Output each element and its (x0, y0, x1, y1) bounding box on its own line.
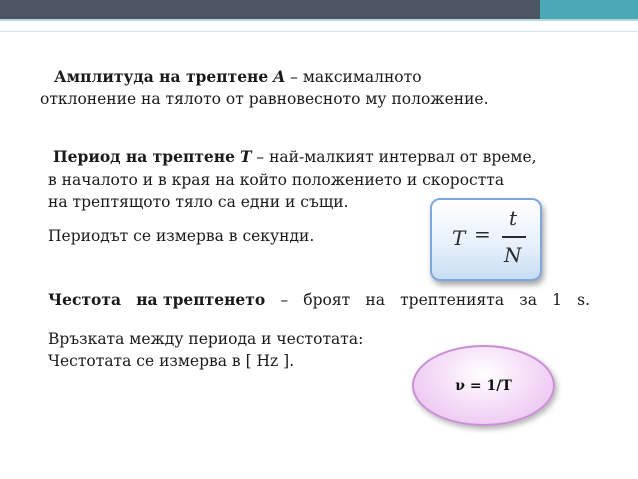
period-line-1 (53, 146, 537, 168)
frequency-term-word-2: на трептенето (136, 290, 266, 309)
header-divider-thin (0, 31, 638, 32)
frequency-word-7: за (519, 291, 537, 309)
frequency-formula-text: ν = 1/T (455, 377, 512, 394)
frequency-relation (48, 328, 363, 372)
formula-lhs: T (452, 226, 466, 250)
amplitude-symbol: A (273, 67, 286, 86)
period-line-2: в началото и в края на който положението и скоростта (48, 171, 505, 189)
frequency-definition (48, 289, 590, 311)
frequency-word-8: 1 (552, 291, 562, 309)
formula-fraction-bar (502, 236, 526, 238)
frequency-word-6: трептенията (400, 291, 505, 309)
period-unit-text: Периодът се измерва в секунди. (48, 227, 315, 245)
period-rest: – най-малкият интервал от време, (251, 148, 537, 166)
period-symbol: T (239, 147, 252, 166)
frequency-term-word-1: Честота (48, 290, 122, 309)
amplitude-line-1 (40, 66, 489, 88)
frequency-word-4: броят (303, 291, 351, 309)
period-term: Период на трептене (53, 147, 236, 166)
frequency-word-9: s. (577, 291, 590, 309)
formula-denominator: N (504, 243, 522, 267)
amplitude-rest: – максималното (285, 68, 422, 86)
formula-equals: = (474, 222, 491, 246)
frequency-dash: – (280, 291, 289, 309)
frequency-relation-label: Връзката между периода и честотата: (48, 330, 364, 348)
amplitude-line-2: отклонение на тялото от равновесното му положение. (40, 90, 489, 108)
header-divider (0, 19, 638, 21)
amplitude-term: Амплитуда на трептене (54, 67, 269, 86)
amplitude-definition (40, 66, 489, 110)
header-bar-dark (0, 0, 540, 19)
frequency-word-5: на (365, 291, 385, 309)
header-bar-accent (540, 0, 638, 19)
frequency-unit-text: Честотата се измерва в [ Hz ]. (48, 352, 295, 370)
period-line-3: на трептящото тяло са едни и същи. (48, 193, 349, 211)
header-bar (0, 0, 638, 19)
formula-numerator: t (509, 206, 518, 230)
period-formula-box (430, 198, 542, 281)
frequency-formula-ellipse (412, 345, 555, 426)
